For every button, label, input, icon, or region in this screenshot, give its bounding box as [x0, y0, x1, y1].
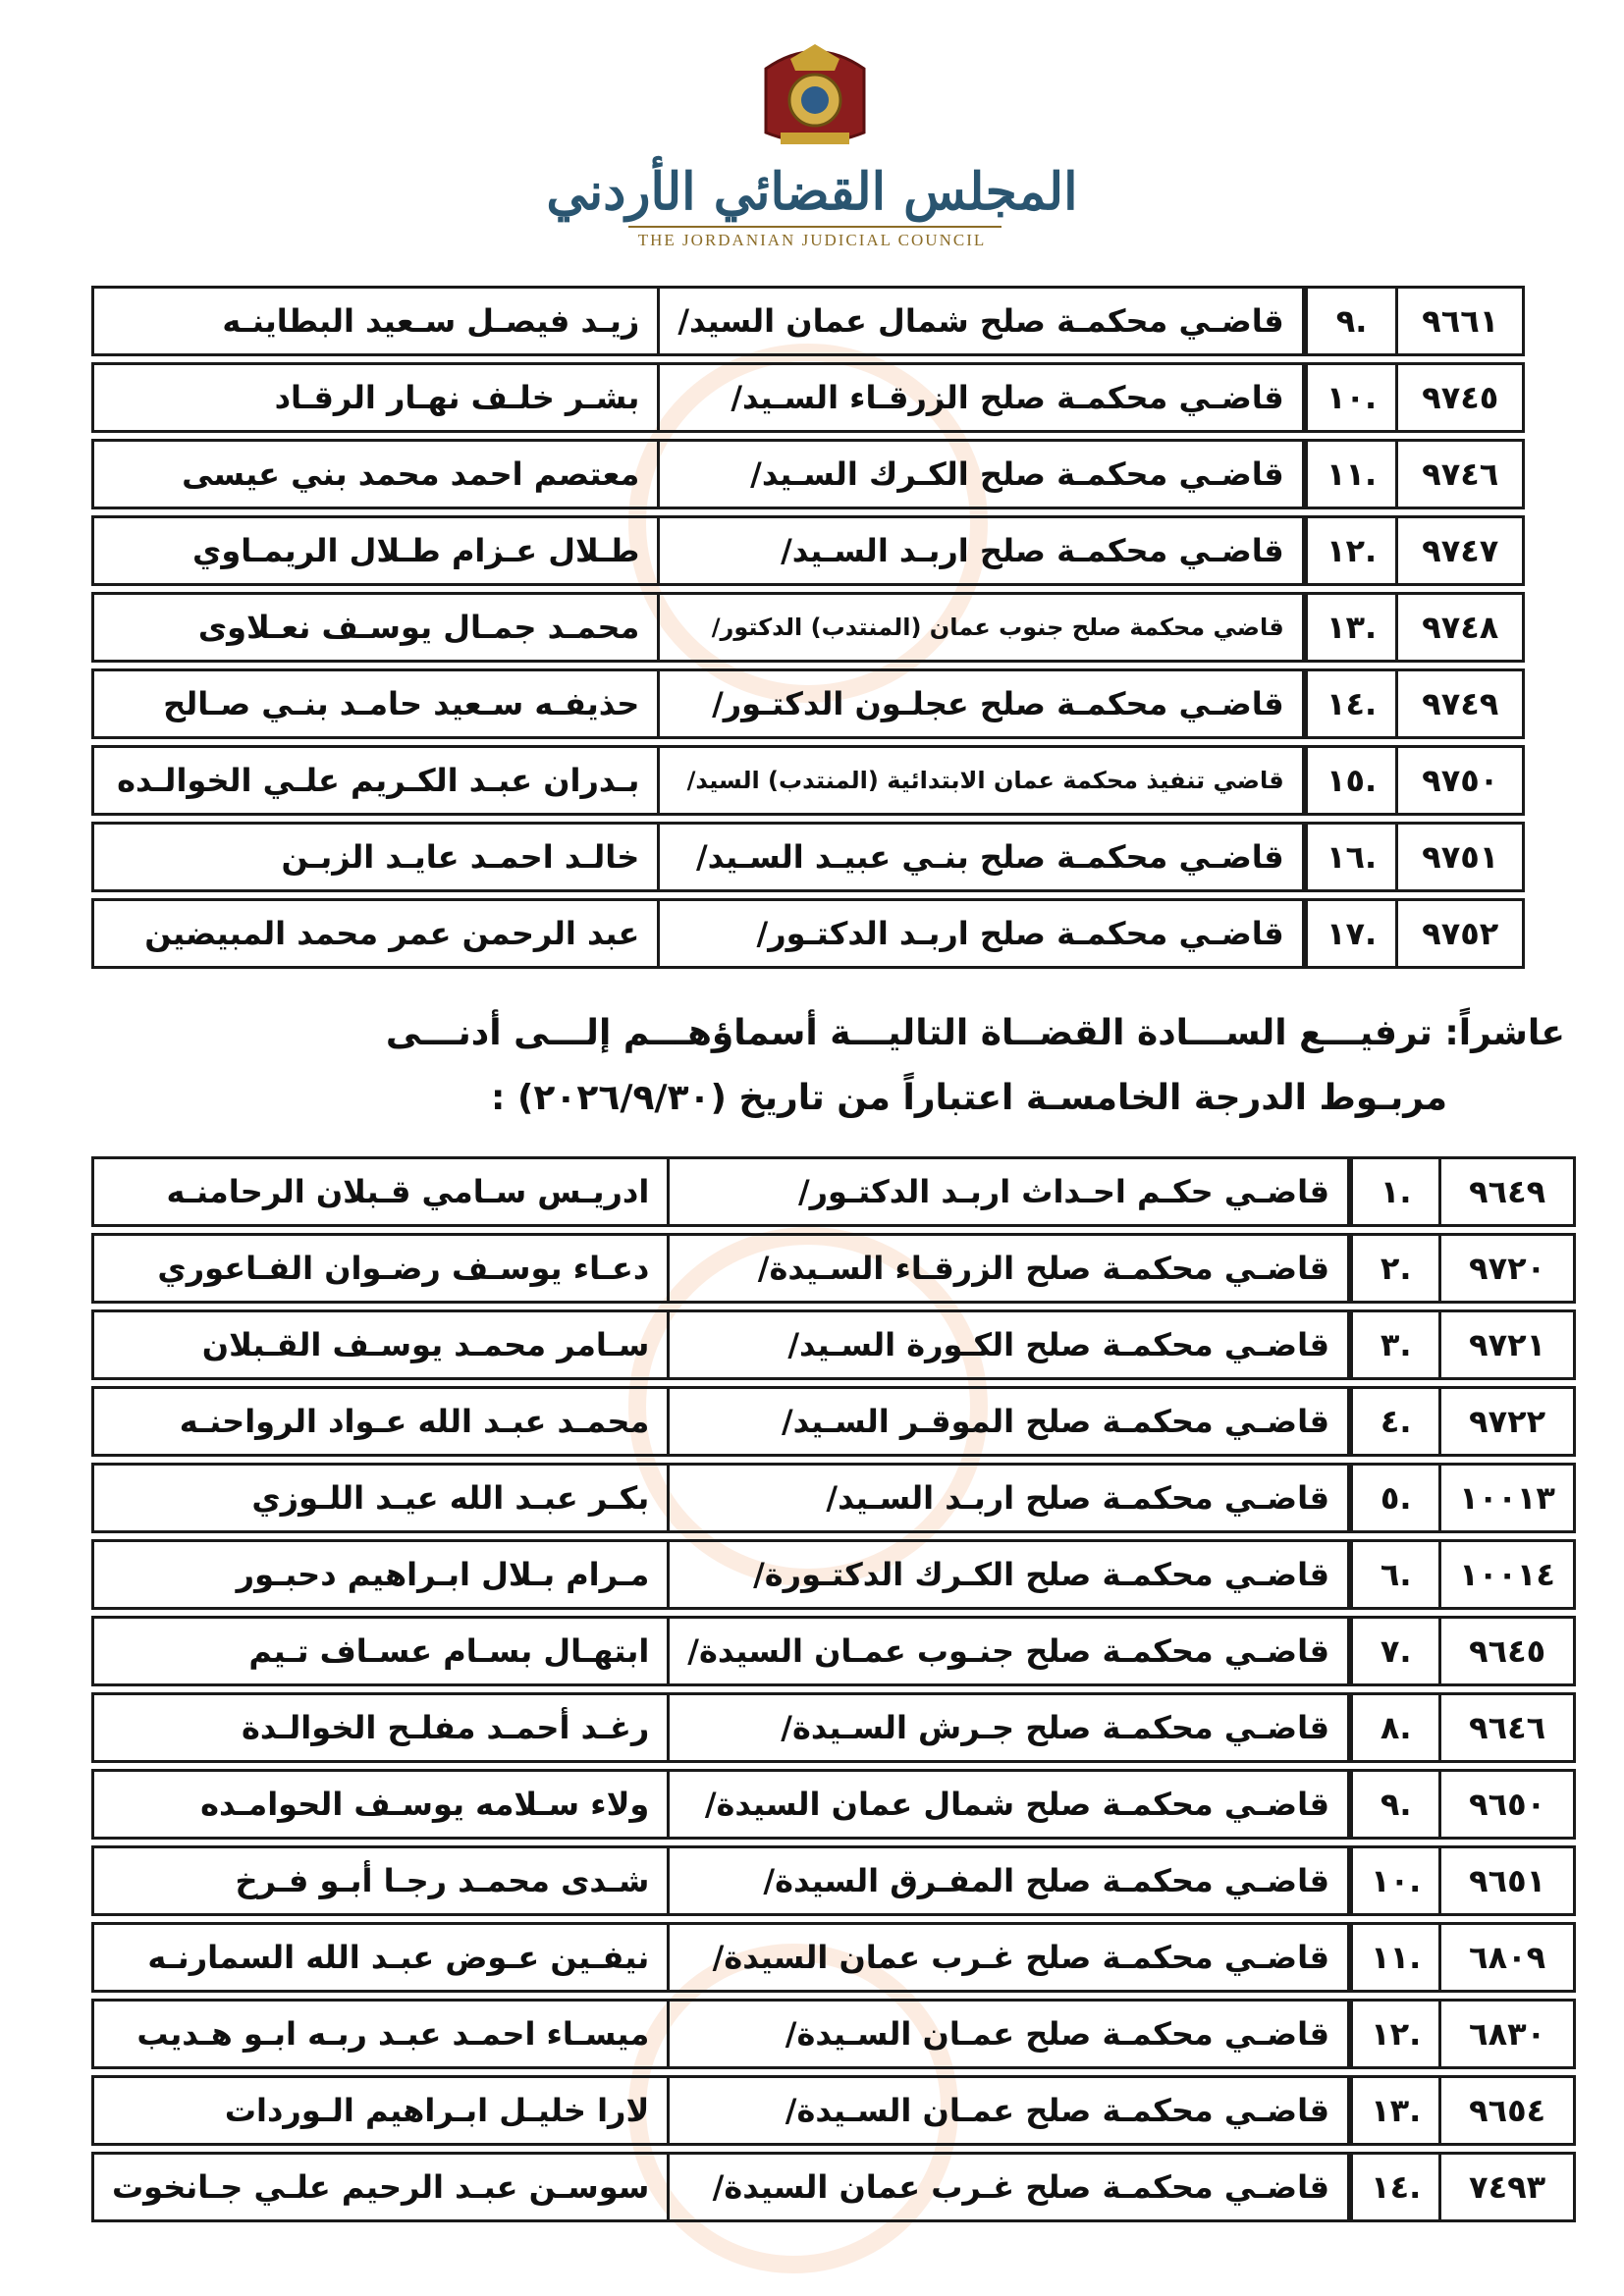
table-row: [91, 439, 1525, 509]
table-row: [91, 2075, 1576, 2146]
judge-code-cell: ٩٧٤٨: [1395, 592, 1525, 663]
row-index-cell: .١٤: [1350, 2152, 1438, 2222]
row-index-cell: .٤: [1350, 1386, 1438, 1457]
judge-code-cell: ٩٧٥٠: [1395, 745, 1525, 816]
position-cell: قاضـي محكمـة صلح اربـد الدكتـور/: [660, 898, 1304, 969]
table-row: [91, 2152, 1576, 2222]
judge-name-cell: دعـاء يوسـف رضـوان الفـاعوري: [91, 1233, 670, 1304]
judge-name-cell: نيفـين عـوض عبـد الله السمارنـه: [91, 1922, 670, 1993]
row-index-cell: .١٣: [1350, 2075, 1438, 2146]
row-index-cell: .٨: [1350, 1692, 1438, 1763]
position-cell: قاضـي محكمـة صلح غـرب عمان السيدة/: [670, 2152, 1350, 2222]
position-cell: قاضـي محكمـة صلح غـرب عمان السيدة/: [670, 1922, 1350, 1993]
judge-name-cell: ولاء سـلامه يوسـف الحوامـده: [91, 1769, 670, 1840]
judge-code-cell: ٩٧٢٢: [1438, 1386, 1576, 1457]
judge-code-cell: ٩٦٥٠: [1438, 1769, 1576, 1840]
table-row: [91, 1463, 1576, 1533]
row-index-cell: .٢: [1350, 1233, 1438, 1304]
judge-code-cell: ٩٦٥٤: [1438, 2075, 1576, 2146]
row-index-cell: .١٤: [1305, 668, 1396, 739]
judge-code-cell: ٩٦٤٩: [1438, 1156, 1576, 1227]
judge-name-cell: بكـر عبـد الله عيـد اللـوزي: [91, 1463, 670, 1533]
row-index-cell: .١١: [1305, 439, 1396, 509]
section-ten-line-2: مربـوط الدرجة الخامسـة اعتباراً من تاريخ (٢٠٢٦/٩/٣٠) :: [491, 1078, 1447, 1118]
table-row: [91, 745, 1525, 816]
judge-name-cell: عبد الرحمن عمر محمد المبيضين: [91, 898, 660, 969]
row-index-cell: .١٠: [1305, 362, 1396, 433]
table-row: [91, 515, 1525, 586]
row-index-cell: .٣: [1350, 1309, 1438, 1380]
row-index-cell: .١١: [1350, 1922, 1438, 1993]
judge-code-cell: ٩٧٢٠: [1438, 1233, 1576, 1304]
judge-name-cell: محمـد جمـال يوسـف نعـلاوى: [91, 592, 660, 663]
judge-code-cell: ٩٧٤٧: [1395, 515, 1525, 586]
position-cell: قاضـي محكمـة صلح الزرقـاء السـيدة/: [670, 1233, 1350, 1304]
judges-table-2: [91, 1150, 1576, 2228]
position-cell: قاضـي محكمـة صلح عمـان السـيدة/: [670, 1999, 1350, 2069]
table-row: [91, 898, 1525, 969]
table-row: [91, 1539, 1576, 1610]
table-row: [91, 592, 1525, 663]
row-index-cell: .١٢: [1350, 1999, 1438, 2069]
position-cell: قاضـي محكمـة صلح جنـوب عمـان السيدة/: [670, 1616, 1350, 1686]
row-index-cell: .٧: [1350, 1616, 1438, 1686]
row-index-cell: .١٢: [1305, 515, 1396, 586]
position-cell: قاضي محكمة صلح جنوب عمان (المنتدب) الدكتور/: [660, 592, 1304, 663]
judge-name-cell: معتصم احمد محمد بني عيسى: [91, 439, 660, 509]
judge-name-cell: لارا خليـل ابـراهيم الـوردات: [91, 2075, 670, 2146]
judge-code-cell: ٩٦٤٦: [1438, 1692, 1576, 1763]
judge-name-cell: ابتهـال بسـام عسـاف تـيم: [91, 1616, 670, 1686]
judge-code-cell: ٩٧٤٩: [1395, 668, 1525, 739]
position-cell: قاضـي محكمـة صلح جـرش السـيدة/: [670, 1692, 1350, 1763]
position-cell: قاضـي محكمـة صلح عجلـون الدكتـور/: [660, 668, 1304, 739]
table-row: [91, 286, 1525, 356]
position-cell: قاضـي محكمـة صلح الموقـر السـيد/: [670, 1386, 1350, 1457]
row-index-cell: .١٦: [1305, 822, 1396, 892]
judge-code-cell: ٦٨٣٠: [1438, 1999, 1576, 2069]
judge-code-cell: ٩٦٦١: [1395, 286, 1525, 356]
table-row: [91, 1692, 1576, 1763]
judge-name-cell: ميسـاء احمـد عبـد ربـه ابـو هـديب: [91, 1999, 670, 2069]
position-cell: قاضـي محكمـة صلح الزرقـاء السـيد/: [660, 362, 1304, 433]
judge-code-cell: ٩٧٥١: [1395, 822, 1525, 892]
position-cell: قاضـي محكمـة صلح شمال عمان السيد/: [660, 286, 1304, 356]
judge-code-cell: ٩٧٢١: [1438, 1309, 1576, 1380]
position-cell: قاضـي محكمـة صلح المفـرق السيدة/: [670, 1845, 1350, 1916]
judge-code-cell: ٩٦٥١: [1438, 1845, 1576, 1916]
position-cell: قاضـي محكمـة صلح عمـان السـيدة/: [670, 2075, 1350, 2146]
row-index-cell: .٩: [1350, 1769, 1438, 1840]
judge-code-cell: ١٠٠١٣: [1438, 1463, 1576, 1533]
table-row: [91, 822, 1525, 892]
table-row: [91, 1309, 1576, 1380]
judges-table-1: [91, 280, 1525, 975]
judge-code-cell: ٩٧٤٦: [1395, 439, 1525, 509]
judge-name-cell: محمـد عبـد الله عـواد الرواحنـه: [91, 1386, 670, 1457]
judge-name-cell: زيـد فيصـل سـعيد البطاينـه: [91, 286, 660, 356]
position-cell: قاضـي محكمـة صلح اربـد السـيد/: [660, 515, 1304, 586]
judge-code-cell: ٩٧٤٥: [1395, 362, 1525, 433]
row-index-cell: .٥: [1350, 1463, 1438, 1533]
judge-name-cell: رغـد أحمـد مفلـح الخوالـدة: [91, 1692, 670, 1763]
table-row: [91, 668, 1525, 739]
table-row: [91, 1999, 1576, 2069]
table-row: [91, 1233, 1576, 1304]
judge-name-cell: مـرام بـلال ابـراهيم دحبـور: [91, 1539, 670, 1610]
table-row: [91, 362, 1525, 433]
position-cell: قاضـي محكمـة صلح بنـي عبيـد السـيد/: [660, 822, 1304, 892]
section-ten-heading: [73, 1001, 1565, 1131]
table-row: [91, 1769, 1576, 1840]
org-name-arabic: المجلس القضائي الأردني: [546, 162, 1078, 222]
position-cell: قاضي تنفيذ محكمة عمان الابتدائية (المنتدب) السيد/: [660, 745, 1304, 816]
row-index-cell: .١٠: [1350, 1845, 1438, 1916]
coat-of-arms-icon: [746, 39, 884, 157]
row-index-cell: .١: [1350, 1156, 1438, 1227]
table-row: [91, 1616, 1576, 1686]
table-row: [91, 1922, 1576, 1993]
position-cell: قاضـي محكمـة صلح الكـرك الدكتـورة/: [670, 1539, 1350, 1610]
position-cell: قاضـي محكمـة صلح الكـورة السـيد/: [670, 1309, 1350, 1380]
judge-name-cell: خالـد احمـد عايـد الزبـن: [91, 822, 660, 892]
judge-name-cell: حذيفـه سـعيد حامـد بنـي صـالح: [91, 668, 660, 739]
position-cell: قاضـي محكمـة صلح الكـرك السـيد/: [660, 439, 1304, 509]
logo-divider: [628, 226, 1001, 228]
position-cell: قاضـي محكمـة صلح شمال عمان السيدة/: [670, 1769, 1350, 1840]
table-row: [91, 1845, 1576, 1916]
position-cell: قاضـي محكمـة صلح اربـد السـيد/: [670, 1463, 1350, 1533]
judge-code-cell: ٩٦٤٥: [1438, 1616, 1576, 1686]
judge-name-cell: سوسـن عبـد الرحيم علـي جـانخوت: [91, 2152, 670, 2222]
position-cell: قاضـي حكـم احـداث اربـد الدكتـور/: [670, 1156, 1350, 1227]
row-index-cell: .١٧: [1305, 898, 1396, 969]
judge-name-cell: بـدران عبـد الكـريم علـي الخوالـده: [91, 745, 660, 816]
row-index-cell: .٦: [1350, 1539, 1438, 1610]
table-row: [91, 1156, 1576, 1227]
section-ten-line-1: عاشراً: ترفيـــع الســـادة القضــاة التاليـــة أسماؤهـــم إلـــى أدنـــى: [385, 1013, 1565, 1053]
judge-name-cell: شـدى محمـد رجـا أبـو فـرخ: [91, 1845, 670, 1916]
judge-name-cell: بشـر خلـف نهـار الرقـاد: [91, 362, 660, 433]
judge-code-cell: ٧٤٩٣: [1438, 2152, 1576, 2222]
letterhead: [0, 39, 1624, 265]
row-index-cell: .١٣: [1305, 592, 1396, 663]
table-row: [91, 1386, 1576, 1457]
judge-code-cell: ٦٨٠٩: [1438, 1922, 1576, 1993]
judge-name-cell: ادريـس سـامي قـبلان الرحامنـه: [91, 1156, 670, 1227]
row-index-cell: .١٥: [1305, 745, 1396, 816]
judge-name-cell: سـامر محمـد يوسـف القـبلان: [91, 1309, 670, 1380]
row-index-cell: .٩: [1305, 286, 1396, 356]
judge-name-cell: طـلال عـزام طـلال الريمـاوي: [91, 515, 660, 586]
judge-code-cell: ٩٧٥٢: [1395, 898, 1525, 969]
org-name-english: THE JORDANIAN JUDICIAL COUNCIL: [637, 231, 987, 249]
judge-code-cell: ١٠٠١٤: [1438, 1539, 1576, 1610]
